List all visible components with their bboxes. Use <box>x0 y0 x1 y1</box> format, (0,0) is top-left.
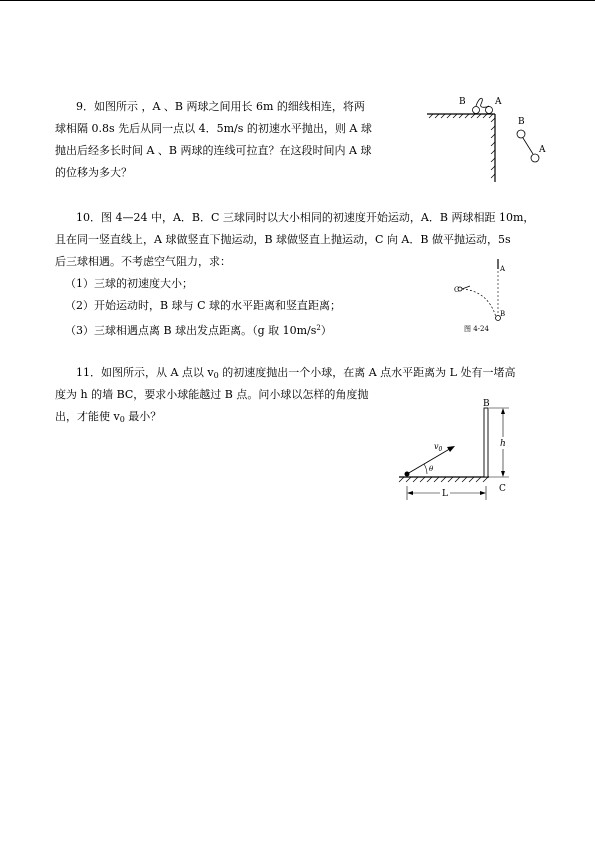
q11-label-theta: θ <box>429 465 434 473</box>
q11-label-v-main: v <box>434 442 439 451</box>
q9-label-a-top: A <box>495 97 502 107</box>
q9-line-3: 抛出后经多长时间 A 、B 两球的连线可拉直？在这段时间内 A 球 <box>55 144 372 157</box>
q11-line-1-sub: 0 <box>213 371 219 380</box>
q11-wall-bc <box>484 408 488 477</box>
q10-label-c: C <box>454 286 460 294</box>
q9-label-b-top: B <box>459 97 466 107</box>
q9-ball-a-flying <box>531 154 539 162</box>
q11-line-3-post: 最小？ <box>124 410 162 423</box>
q9-ball-b-flying <box>517 130 525 138</box>
q11-line-3-pre: 出，才能使 v <box>55 410 120 423</box>
q10-line-6-close: ） <box>320 324 332 337</box>
q10-trajectory <box>462 289 496 317</box>
q11-label-h: h <box>500 439 506 449</box>
q11-line-3-sub: 0 <box>119 415 125 424</box>
q9-line-2: 球相隔 0.8s 先后从同一点以 4．5m/s 的初速水平抛出，则 A 球 <box>55 122 372 135</box>
q11-l-arrow-left <box>407 491 413 495</box>
q10-line-5: （2）开始运动时，B 球与 C 球的水平距离和竖直距离； <box>65 299 341 312</box>
q11-velocity-arrowhead <box>447 446 455 452</box>
q10-caption: 图 4-24 <box>464 325 489 333</box>
q10-line-3: 后三球相遇。不考虑空气阻力，求： <box>55 255 231 268</box>
q11-h-arrow-up <box>501 408 505 414</box>
q10-figure <box>450 255 520 335</box>
q10-line-6-text: （3）三球相遇点离 B 球出发点距离。（g 取 10m/s <box>65 324 317 337</box>
q9-label-b-flying: B <box>518 117 525 127</box>
q11-label-v <box>434 442 443 453</box>
q11-figure <box>393 395 523 505</box>
q9-figure <box>425 90 555 185</box>
q11-line-3 <box>55 410 161 427</box>
q10-arrow-c <box>462 286 470 289</box>
q11-line-2: 度为 h 的墙 BC，要求小球能越过 B 点。问小球以怎样的角度抛 <box>55 388 369 401</box>
q9-label-a-flying: A <box>539 145 546 155</box>
q11-label-c: C <box>499 484 506 494</box>
q9-ball-a-top <box>486 107 493 114</box>
page-top-rule <box>0 0 595 1</box>
q11-line-1-pre: 11．如图所示，从 A 点以 v <box>76 366 214 379</box>
q9-string-taut <box>523 138 533 154</box>
q9-line-1: 9．如图所示 ，A 、B 两球之间用长 6m 的细线相连，将两 <box>76 100 365 113</box>
q9-edge-hatch <box>491 118 495 178</box>
q9-line-4: 的位移为多大？ <box>55 166 132 179</box>
q11-ground-hatch <box>399 477 488 482</box>
q10-label-a: A <box>500 265 506 273</box>
q9-ball-b-top <box>473 107 480 114</box>
q10-line-6 <box>65 321 332 338</box>
q11-h-arrow-down <box>501 471 505 477</box>
q10-line-2: 且在同一竖直线上，A 球做竖直下抛运动，B 球做竖直上抛运动，C 向 A．B 做平抛运动，5s <box>55 233 511 246</box>
q11-l-arrow-right <box>480 491 486 495</box>
q11-label-b: B <box>483 399 490 409</box>
q11-angle-arc <box>424 464 427 474</box>
q10-label-b: B <box>500 310 506 318</box>
q11-line-1-post: 的初速度抛出一个小球，在离 A 点水平距离为 L 处有一堵高 <box>218 366 516 379</box>
q10-line-1: 10．图 4—24 中，A．B．C 三球同时以大小相同的初速度开始运动，A．B 两球相距 10m， <box>76 211 535 224</box>
q10-line-6-exponent: 2 <box>316 324 321 332</box>
q10-line-4: （1）三球的初速度大小； <box>65 277 193 290</box>
q11-line-1 <box>76 366 515 383</box>
q11-label-v-sub: 0 <box>438 446 443 453</box>
q9-string-slack <box>476 98 489 107</box>
q11-label-l: L <box>442 489 448 499</box>
